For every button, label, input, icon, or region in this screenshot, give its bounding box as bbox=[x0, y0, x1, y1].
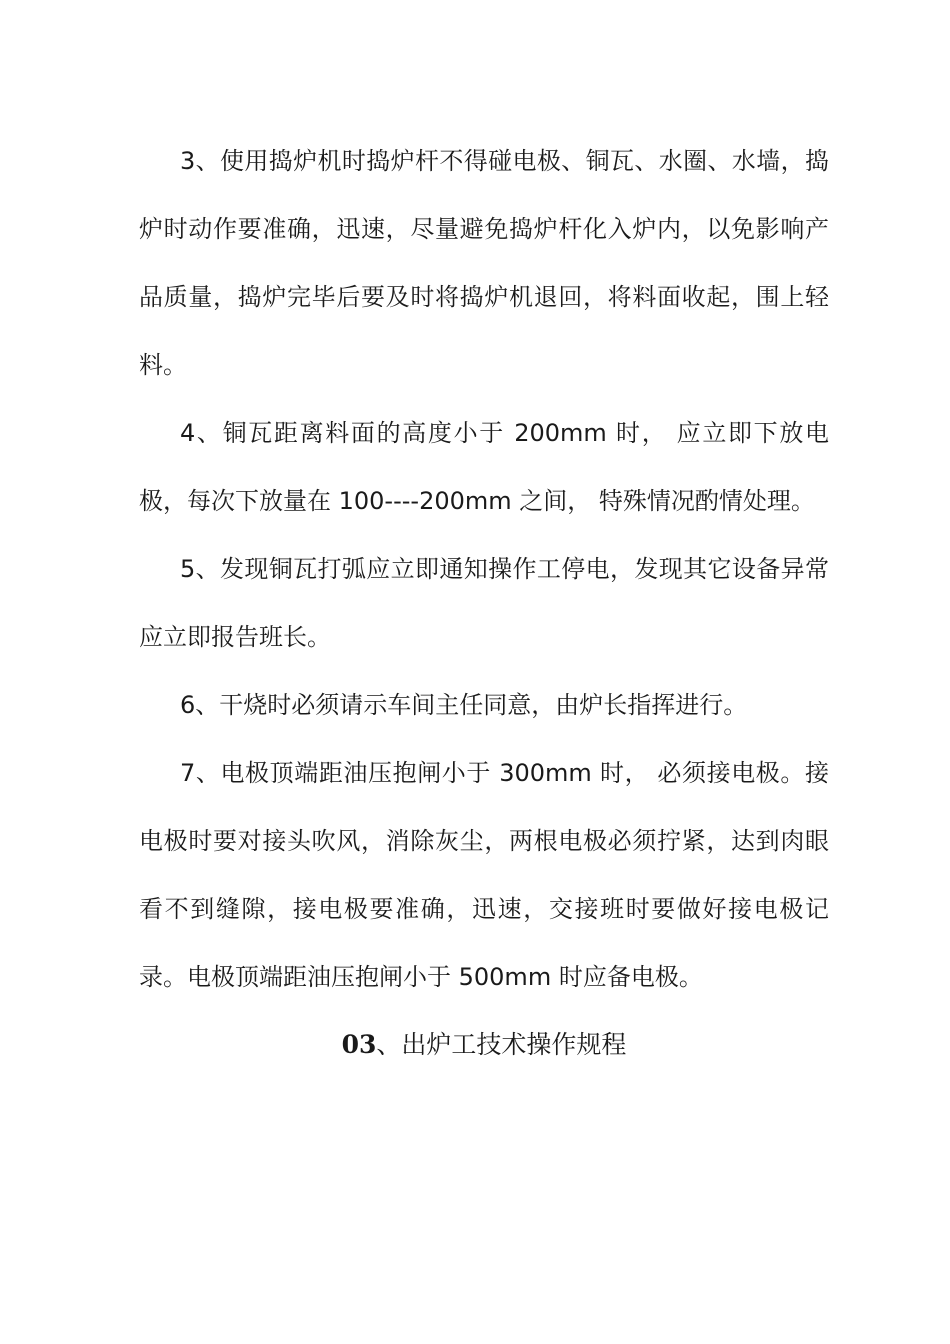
section-title: 、出炉工技术操作规程 bbox=[376, 1030, 627, 1059]
document-body bbox=[139, 127, 829, 1079]
paragraph-6: 6、干烧时必须请示车间主任同意，由炉长指挥进行。 bbox=[180, 691, 748, 719]
paragraph-3: 3、使用捣炉机时捣炉杆不得碰电极、铜瓦、水圈、水墙，捣炉时动作要准确，迅速，尽量避免捣炉杆化入炉内，以免影响产品质量，捣炉完毕后要及时将捣炉机退回，将料面收起，围上轻料。 bbox=[139, 147, 829, 379]
paragraph-5: 5、发现铜瓦打弧应立即通知操作工停电，发现其它设备异常应立即报告班长。 bbox=[139, 555, 829, 651]
paragraph-4: 4、铜瓦距离料面的高度小于 200mm 时， 应立即下放电极，每次下放量在 100----200mm 之间， 特殊情况酌情处理。 bbox=[139, 419, 829, 515]
paragraph-7: 7、电极顶端距油压抱闸小于 300mm 时， 必须接电极。接电极时要对接头吹风，消除灰尘，两根电极必须拧紧，达到肉眼看不到缝隙，接电极要准确，迅速，交接班时要做好接电极记录。电极顶端距油压抱闸小于 500mm 时应备电极。 bbox=[139, 759, 829, 991]
section-heading bbox=[139, 1011, 829, 1079]
section-number: 03 bbox=[341, 1030, 377, 1059]
